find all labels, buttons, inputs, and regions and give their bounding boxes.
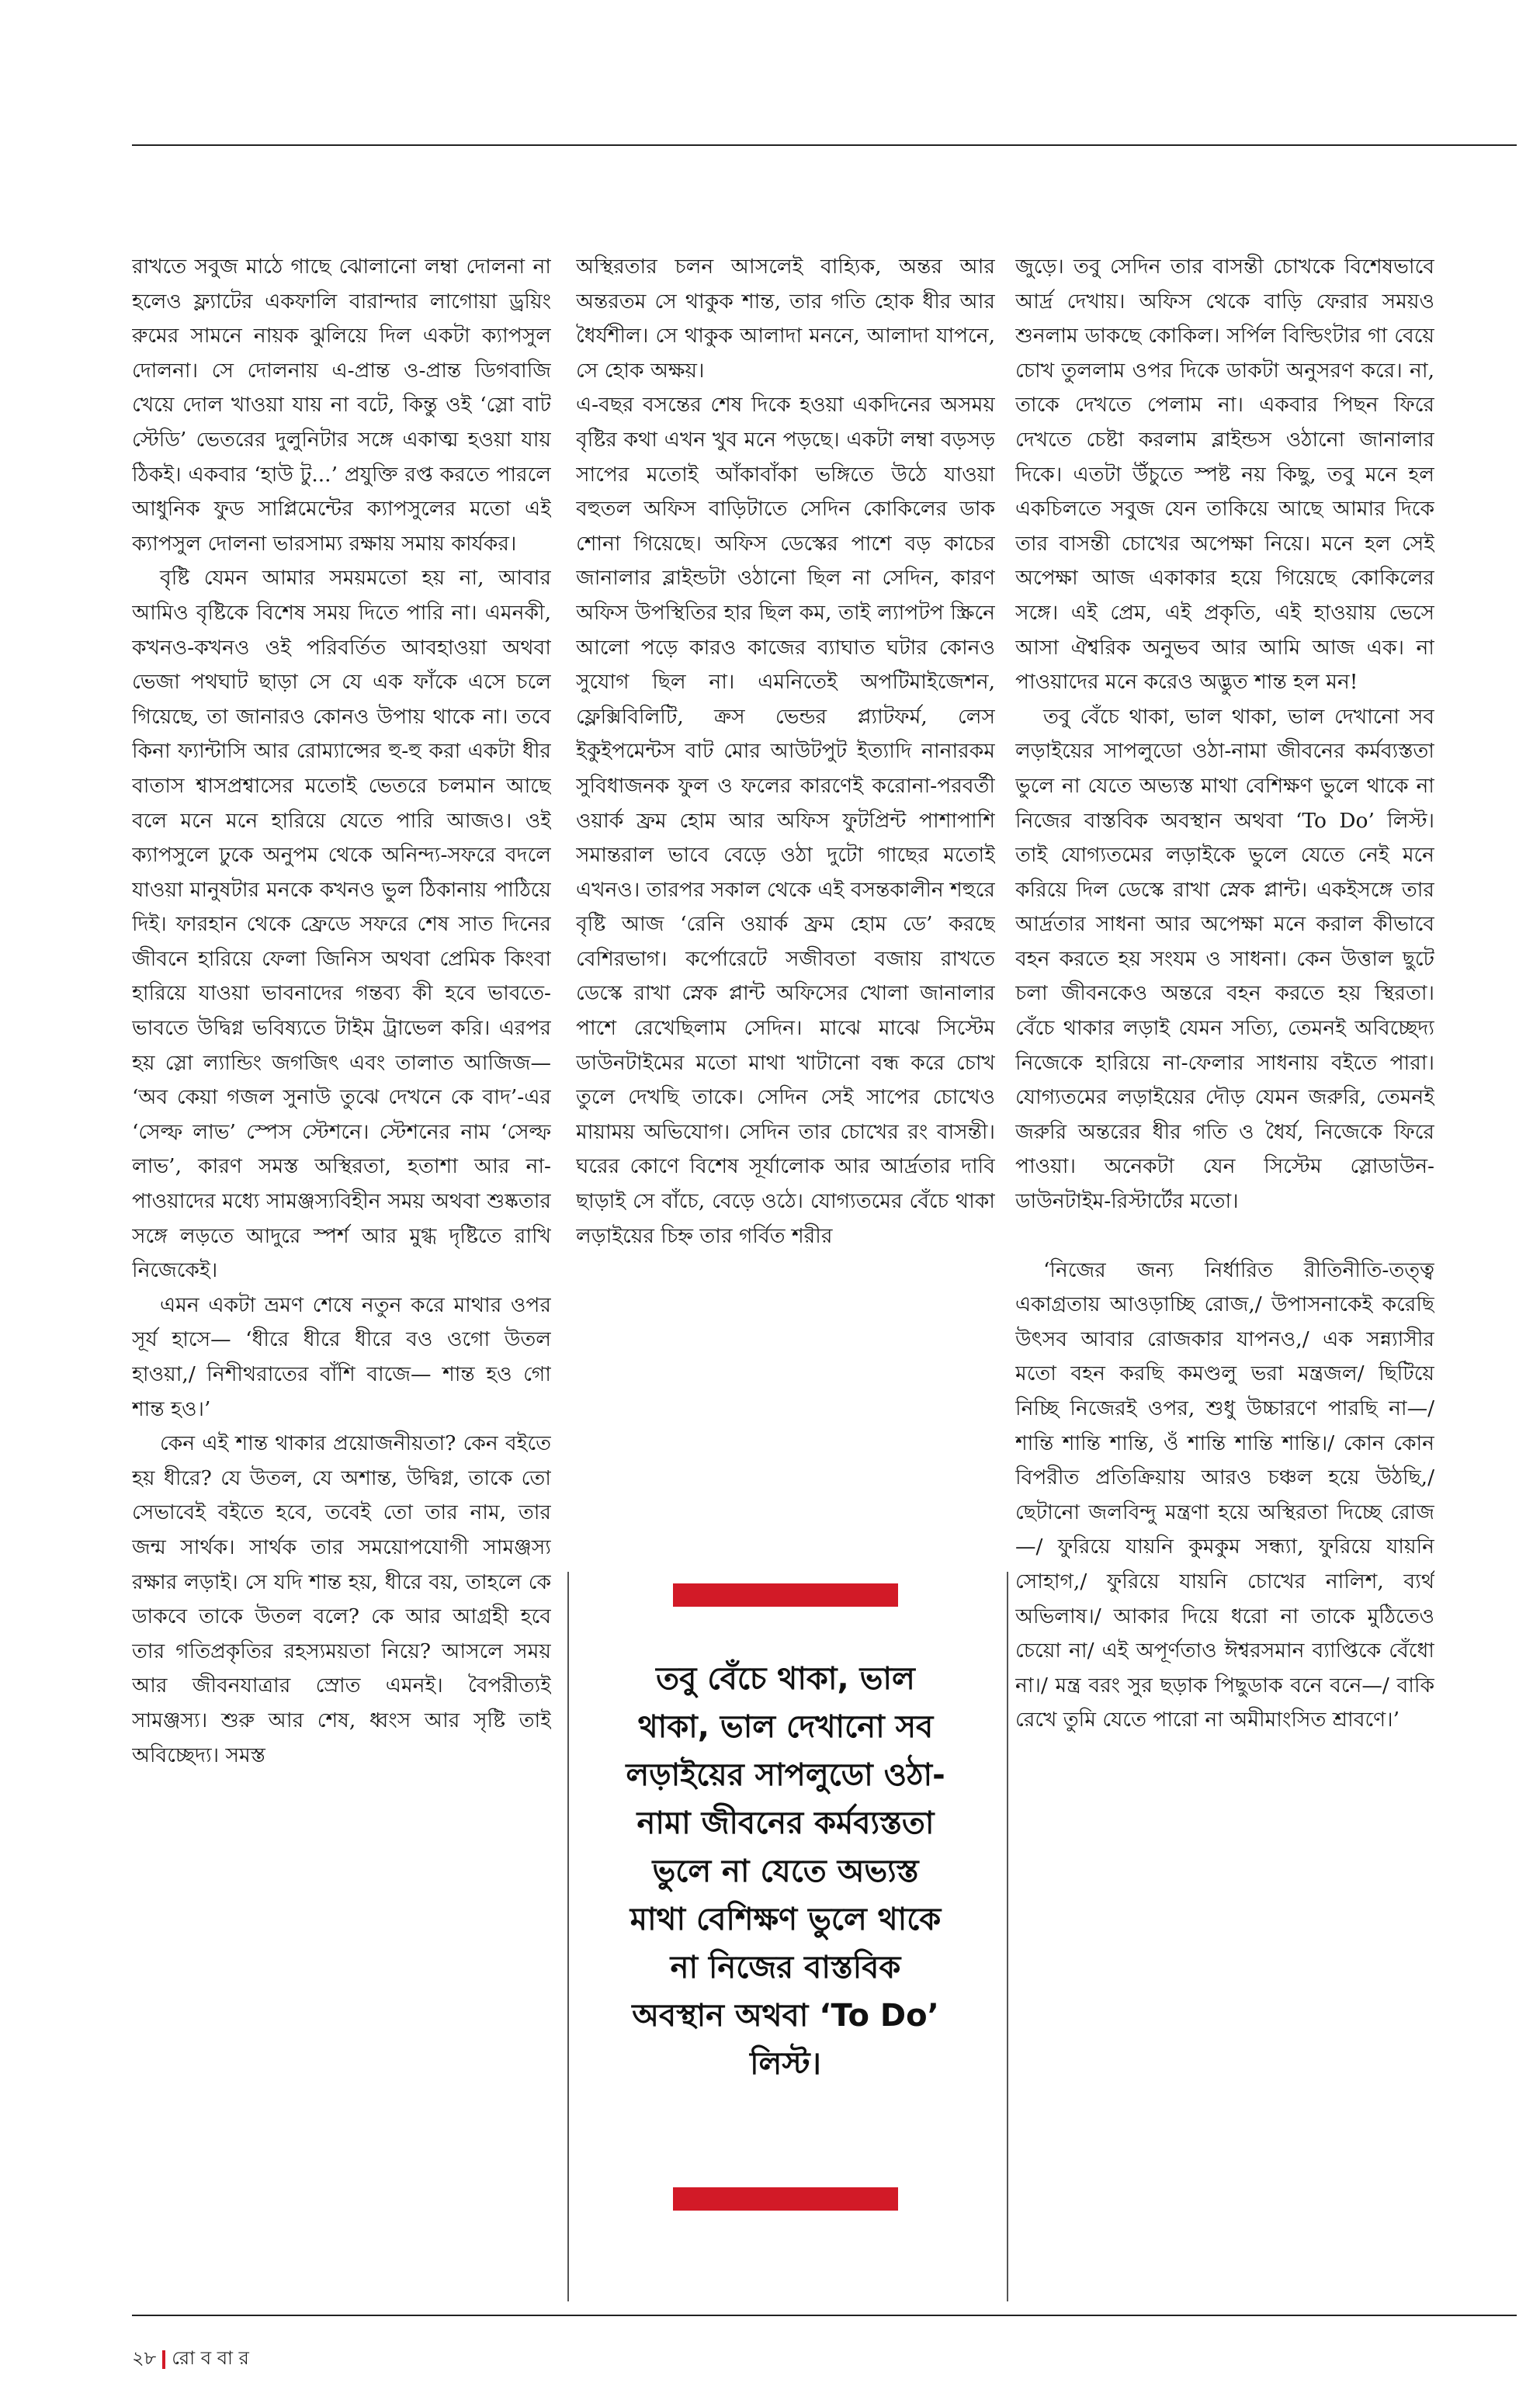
pull-quote-top-bar xyxy=(673,1583,898,1607)
paragraph: ‘নিজের জন্য নির্ধারিত রীতিনীতি-তত্ত্ব একাগ্রতায় আওড়াচ্ছি রোজ,/ উপাসনাকেই করেছি উৎসব আবার রোজকার যাপনও,/ এক সন্ন্যাসীর মতো বহন করছি কমণ্ডলু ভরা মন্ত্রজল/ ছিটিয়ে নিচ্ছি নিজেরই ওপর, শুধু উচ্চারণে পারছি না—/ শান্তি শান্তি শান্তি, ওঁ শান্তি শান্তি শান্তি।/ কোন কোন বিপরীত প্রতিক্রিয়ায় আরও চঞ্চল হয়ে উঠছি,/ ছেটানো জলবিন্দু মন্ত্রণা হয়ে অস্থিরতা দিচ্ছে রোজ—/ ফুরিয়ে যায়নি কুমকুম সন্ধ্যা, ফুরিয়ে যায়নি সোহাগ,/ ফুরিয়ে যায়নি চোখের নালিশ, ব্যর্থ অভিলাষ।/ আকার দিয়ে ধরো না তাকে মুঠিতেও চেয়ো না/ এই অপূর্ণতাও ঈশ্বরসমান ব্যাপ্তিকে বেঁধো না।/ মন্ত্র বরং সুর ছড়াক পিছুডাক বনে বনে—/ বাকি রেখে তুমি যেতে পারো না অমীমাংসিত শ্রাবণে।’ xyxy=(1015,1257,1434,1732)
paragraph: রাখতে সবুজ মাঠে গাছে ঝোলানো লম্বা দোলনা না হলেও ফ্ল্যাটের একফালি বারান্দার লাগোয়া ড্রয়িং রুমের সামনে নায়ক ঝুলিয়ে দিল একটা ক্যাপসুল দোলনা। সে দোলনায় এ-প্রান্ত ও-প্রান্ত ডিগবাজি খেয়ে দোল খাওয়া যায় না বটে, কিন্তু ওই ‘স্লো বাট স্টেডি’ ভেতরের দুলুনিটার সঙ্গে একাত্ম হওয়া যায় ঠিকই। একবার ‘হাউ টু...’ প্রযুক্তি রপ্ত করতে পারলে আধুনিক ফুড সাপ্লিমেন্টের ক্যাপসুলের মতো এই ক্যাপসুল দোলনা ভারসাম্য রক্ষায় সমায় কার্যকর। xyxy=(132,255,551,556)
paragraph: এমন একটা ভ্রমণ শেষে নতুন করে মাথার ওপর সূর্য হাসে— ‘ধীরে ধীরে ধীরে বও ওগো উতল হাওয়া,/ নিশীথরাতের বাঁশি বাজে— শান্ত হও গো শান্ত হও।’ xyxy=(132,1292,551,1421)
footer-separator xyxy=(162,2350,165,2369)
paragraph: জুড়ে। তবু সেদিন তার বাসন্তী চোখকে বিশেষভাবে আর্দ্র দেখায়। অফিস থেকে বাড়ি ফেরার সময়ও শুনলাম ডাকছে কোকিল। সর্পিল বিল্ডিংটার গা বেয়ে চোখ তুললাম ওপর দিকে ডাকটা অনুসরণ করে। না, তাকে দেখতে পেলাম না। একবার পিছন ফিরে দেখতে চেষ্টা করলাম ব্লাইন্ডস ওঠানো জানালার দিকে। এতটা উঁচুতে স্পষ্ট নয় কিছু, তবু মনে হল একচিলতে সবুজ যেন তাকিয়ে আছে আমার দিকে তার বাসন্তী চোখের অপেক্ষা নিয়ে। মনে হল সেই অপেক্ষা আজ একাকার হয়ে গিয়েছে কোকিলের সঙ্গে। এই প্রেম, এই প্রকৃতি, এই হাওয়ায় ভেসে আসা ঐশ্বরিক অনুভব আর আমি আজ এক। না পাওয়াদের মনে করেও অদ্ভুত শান্ত হল মন! xyxy=(1015,255,1434,695)
column-divider-left xyxy=(567,1572,569,2301)
article-column-2 xyxy=(576,250,995,1554)
paragraph: এ-বছর বসন্তের শেষ দিকে হওয়া একদিনের অসময় বৃষ্টির কথা এখন খুব মনে পড়ছে। একটা লম্বা বড়সড় সাপের মতোই আঁকাবাঁকা ভঙ্গিতে উঠে যাওয়া বহুতল অফিস বাড়িটাতে সেদিন কোকিলের ডাক শোনা গিয়েছে। অফিস ডেস্কের পাশে বড় কাচের জানালার ব্লাইন্ডটা ওঠানো ছিল না সেদিন, কারণ অফিস উপস্থিতির হার ছিল কম, তাই ল্যাপটপ স্ক্রিনে আলো পড়ে কারও কাজের ব্যাঘাত ঘটার কোনও সুযোগ ছিল না। এমনিতেই অপটিমাইজেশন, ফ্লেক্সিবিলিটি, ক্রস ভেন্ডর প্ল্যাটফর্ম, লেস ইকুইপমেন্টস বাট মোর আউটপুট ইত্যাদি নানারকম সুবিধাজনক ফুল ও ফলের কারণেই করোনা-পরবর্তী ওয়ার্ক ফ্রম হোম আর অফিস ফুটপ্রিন্ট পাশাপাশি সমান্তরাল ভাবে বেড়ে ওঠা দুটো গাছের মতোই এখনও। তারপর সকাল থেকে এই বসন্তকালীন শহুরে বৃষ্টি আজ ‘রেনি ওয়ার্ক ফ্রম হোম ডে’ করছে বেশিরভাগ। কর্পোরেটে সজীবতা বজায় রাখতে ডেস্কে রাখা স্নেক প্লান্ট অফিসের খোলা জানালার পাশে রেখেছিলাম সেদিন। মাঝে মাঝে সিস্টেম ডাউনটাইমের মতো মাথা খাটানো বন্ধ করে চোখ তুলে দেখছি তাকে। সেদিন সেই সাপের চোখেও মায়াময় অভিযোগ। সেদিন তার চোখের রং বাসন্তী। ঘরের কোণে বিশেষ সূর্যালোক আর আর্দ্রতার দাবি ছাড়াই সে বাঁচে, বেড়ে ওঠে। যোগ্যতমের বেঁচে থাকা লড়াইয়ের চিহ্ন তার গর্বিত শরীর xyxy=(576,393,995,1248)
page-number: ২৮ xyxy=(132,2347,157,2369)
page-footer xyxy=(132,2344,249,2375)
paragraph: কেন এই শান্ত থাকার প্রয়োজনীয়তা? কেন বইতে হয় ধীরে? যে উতল, যে অশান্ত, উদ্বিগ্ন, তাকে তো সেভাবেই বইতে হবে, তবেই তো তার নাম, তার জন্ম সার্থক। সার্থক তার সময়োপযোগী সামঞ্জস্য রক্ষার লড়াই। সে যদি শান্ত হয়, ধীরে বয়, তাহলে কে ডাকবে তাকে উতল বলে? কে আর আগ্রহী হবে তার গতিপ্রকৃতির রহস্যময়তা নিয়ে? আসলে সময় আর জীবনযাত্রার স্রোত এমনই। বৈপরীত্যই সামঞ্জস্য। শুরু আর শেষ, ধ্বংস আর সৃষ্টি তাই অবিচ্ছেদ্য। সমস্ত xyxy=(132,1431,551,1767)
bottom-rule xyxy=(132,2315,1517,2316)
magazine-name: রো ব বা র xyxy=(172,2347,249,2369)
column-divider-right xyxy=(1007,1572,1008,2301)
paragraph: অস্থিরতার চলন আসলেই বাহ্যিক, অন্তর আর অন্তরতম সে থাকুক শান্ত, তার গতি হোক ধীর আর ধৈর্যশীল। সে থাকুক আলাদা মননে, আলাদা যাপনে, সে হোক অক্ষয়। xyxy=(576,255,995,383)
pull-quote-box xyxy=(607,1583,964,2243)
pull-quote-text: তবু বেঁচে থাকা, ভাল থাকা, ভাল দেখানো সব লড়াইয়ের সাপলুডো ওঠা-নামা জীবনের কর্মব্যস্ততা ভুলে না যেতে অভ্যস্ত মাথা বেশিক্ষণ ভুলে থাকে না নিজের বাস্তবিক অবস্থান অথবা ‘To Do’ লিস্ট। xyxy=(626,1661,945,2082)
article-column-3 xyxy=(1015,250,1434,2377)
paragraph: বৃষ্টি যেমন আমার সময়মতো হয় না, আবার আমিও বৃষ্টিকে বিশেষ সময় দিতে পারি না। এমনকী, কখনও-কখনও ওই পরিবর্তিত আবহাওয়া অথবা ভেজা পথঘাট ছাড়া সে যে এক ফাঁকে এসে চলে গিয়েছে, তা জানারও কোনও উপায় থাকে না। তবে কিনা ফ্যান্টাসি আর রোম্যান্সের হু-হু করা একটা ধীর বাতাস শ্বাসপ্রশ্বাসের মতোই ভেতরে চলমান আছে বলে মনে মনে হারিয়ে যেতে পারি আজও। ওই ক্যাপসুলে ঢুকে অনুপম থেকে অনিন্দ্য-সফরে বদলে যাওয়া মানুষটার মনকে কখনও ভুল ঠিকানায় পাঠিয়ে দিই। ফারহান থেকে ফ্রেডে সফরে শেষ সাত দিনের জীবনে হারিয়ে ফেলা জিনিস অথবা প্রেমিক কিংবা হারিয়ে যাওয়া ভাবনাদের গন্তব্য কী হবে ভাবতে-ভাবতে উদ্বিগ্ন ভবিষ্যতে টাইম ট্রাভেল করি। এরপর হয় স্লো ল্যান্ডিং জগজিৎ এবং তালাত আজিজ— ‘অব কেয়া গজল সুনাউ তুঝে দেখনে কে বাদ’-এর ‘সেল্ফ লাভ’ স্পেস স্টেশনে। স্টেশনের নাম ‘সেল্ফ লাভ’, কারণ সমস্ত অস্থিরতা, হতাশা আর না-পাওয়াদের মধ্যে সামঞ্জস্যবিহীন সময় অথবা শুষ্কতার সঙ্গে লড়তে আদুরে স্পর্শ আর মুগ্ধ দৃষ্টিতে রাখি নিজেকেই। xyxy=(132,566,551,1283)
top-rule xyxy=(132,144,1517,146)
pull-quote-bottom-bar xyxy=(673,2187,898,2211)
paragraph: তবু বেঁচে থাকা, ভাল থাকা, ভাল দেখানো সব লড়াইয়ের সাপলুডো ওঠা-নামা জীবনের কর্মব্যস্ততা ভুলে না যেতে অভ্যস্ত মাথা বেশিক্ষণ ভুলে থাকে না নিজের বাস্তবিক অবস্থান অথবা ‘To Do’ লিস্ট। তাই যোগ্যতমের লড়াইকে ভুলে যেতে নেই মনে করিয়ে দিল ডেস্কে রাখা স্নেক প্লান্ট। একইসঙ্গে তার আর্দ্রতার সাধনা আর অপেক্ষা মনে করাল কীভাবে বহন করতে হয় সংযম ও সাধনা। কেন উত্তাল ছুটে চলা জীবনকেও অন্তরে বহন করতে হয় স্থিরতা। বেঁচে থাকার লড়াই যেমন সত্যি, তেমনই অবিচ্ছেদ্য নিজেকে হারিয়ে না-ফেলার সাধনায় বইতে পারা। যোগ্যতমের লড়াইয়ের দৌড় যেমন জরুরি, তেমনই জরুরি অন্তরের ধীর গতি ও ধৈর্য, নিজেকে ফিরে পাওয়া। অনেকটা যেন সিস্টেম স্লোডাউন-ডাউনটাইম-রিস্টার্টের মতো। xyxy=(1015,704,1434,1214)
article-column-1 xyxy=(132,250,551,2377)
